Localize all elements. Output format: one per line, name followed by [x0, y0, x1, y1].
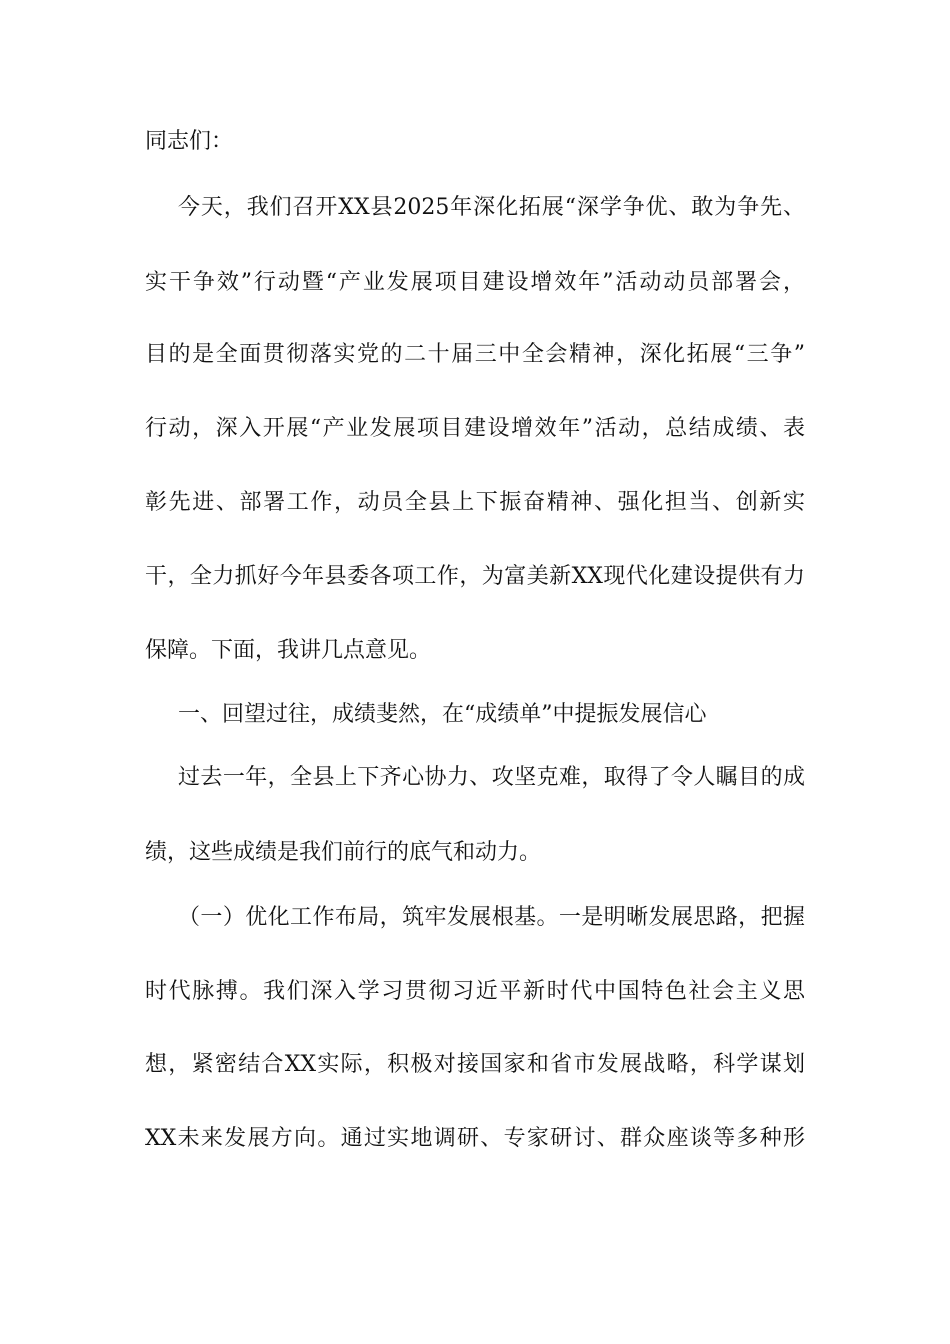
paragraph-line: 彰先进、部署工作，动员全县上下振奋精神、强化担当、创新实: [145, 490, 805, 515]
section-heading: 一、回望过往，成绩斐然，在“成绩单”中提振发展信心: [178, 702, 707, 727]
paragraph-line: 干，全力抓好今年县委各项工作，为富美新XX现代化建设提供有力: [145, 564, 805, 589]
paragraph-line: 目的是全面贯彻落实党的二十届三中全会精神，深化拓展“三争”: [145, 342, 805, 367]
paragraph-line: （一）优化工作布局，筑牢发展根基。一是明晰发展思路，把握: [178, 905, 805, 930]
paragraph-line: 绩，这些成绩是我们前行的底气和动力。: [145, 840, 542, 865]
paragraph-line: 行动，深入开展“产业发展项目建设增效年”活动，总结成绩、表: [145, 416, 805, 441]
paragraph-line: 保障。下面，我讲几点意见。: [145, 638, 432, 663]
paragraph-line: XX未来发展方向。通过实地调研、专家研讨、群众座谈等多种形: [145, 1126, 805, 1151]
paragraph-line: 想，紧密结合XX实际，积极对接国家和省市发展战略，科学谋划: [145, 1052, 805, 1077]
paragraph-line: 时代脉搏。我们深入学习贯彻习近平新时代中国特色社会主义思: [145, 979, 805, 1004]
salutation: 同志们：: [145, 129, 234, 154]
paragraph-line: 过去一年，全县上下齐心协力、攻坚克难，取得了令人瞩目的成: [178, 765, 805, 790]
paragraph-line: 今天，我们召开XX县2025年深化拓展“深学争优、敢为争先、: [178, 195, 805, 220]
paragraph-line: 实干争效”行动暨“产业发展项目建设增效年”活动动员部署会，: [145, 270, 805, 295]
